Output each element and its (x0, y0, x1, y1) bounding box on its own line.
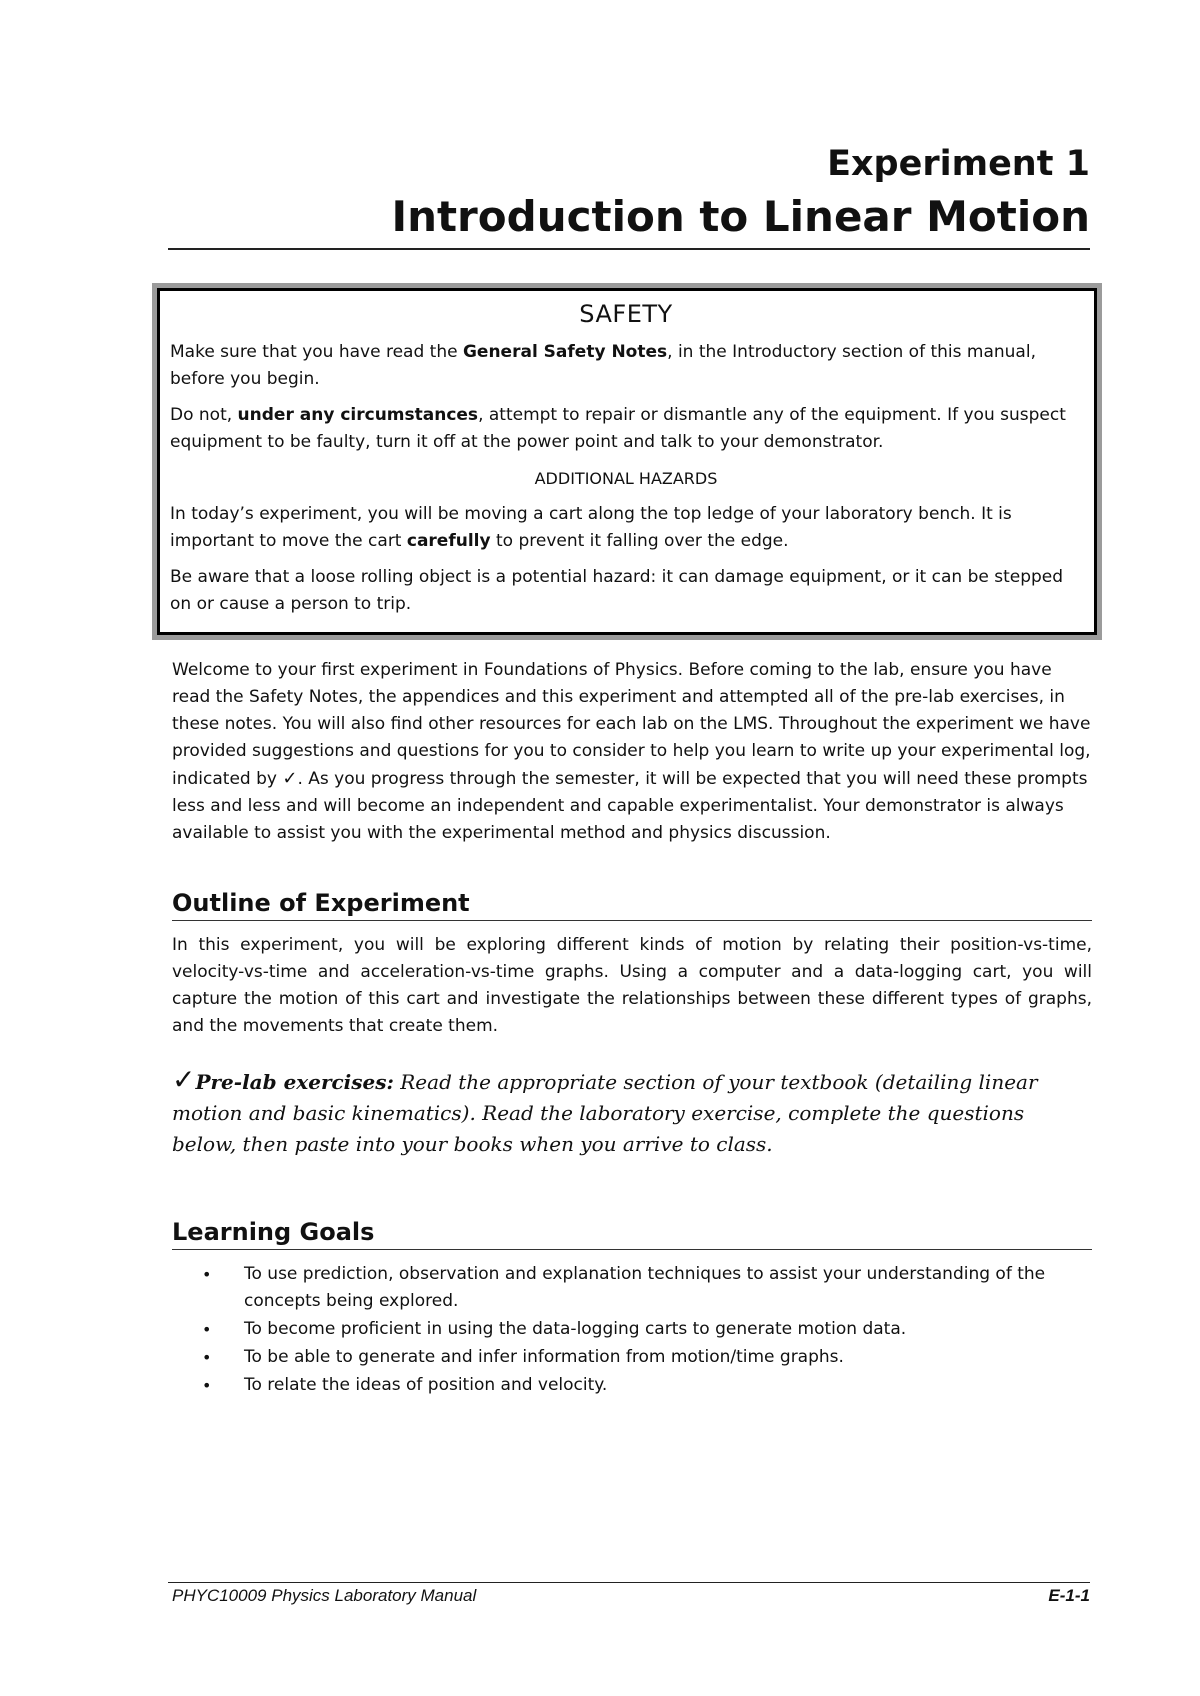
safety-p3-text: In today’s experiment, you will be moving a cart along the top ledge of your laboratory bench. It is important to move the cart (170, 504, 1012, 551)
prelab-text: Read the appropriate section of your textbook (detailing linear motion and basic kinematics). Read the laboratory exercise, complete the questions below, then paste into your books when you arrive to class. (172, 1070, 1038, 1156)
list-item-text: To be able to generate and infer information from motion/time graphs. (244, 1347, 844, 1367)
intro-text: Welcome to your first experiment in Foundations of Physics. Before coming to the lab, ensure you have read the Safety Notes, the appendices and this experiment and attempted all of the pre-lab exercises, in these notes. You will also find other resources for each lab on the LMS. Throughout the experiment we have provided suggestions and questions for you to consider to help you learn to write up your experimental log, indicated by (172, 660, 1091, 789)
page-header (168, 140, 1090, 246)
checkmark-icon: ✓ (282, 768, 298, 789)
safety-heading: SAFETY (579, 300, 673, 328)
safety-p2-bold: under any circumstances (237, 405, 479, 425)
list-item-text: To relate the ideas of position and velocity. (244, 1375, 608, 1395)
list-item (172, 1316, 1092, 1343)
prelab-label: Pre-lab exercises: (195, 1070, 394, 1094)
intro-paragraph (172, 657, 1092, 847)
page-title: Introduction to Linear Motion (391, 192, 1090, 241)
list-item (172, 1372, 1092, 1399)
header-divider (168, 248, 1090, 250)
learning-goals-list (172, 1261, 1092, 1400)
bullet-icon: • (202, 1348, 212, 1367)
bullet-icon: • (202, 1376, 212, 1395)
safety-p1-text-end: , in the Introductory section of this manual, before you begin. (170, 342, 1036, 389)
safety-p1-text: Make sure that you have read the (170, 342, 463, 362)
list-item-text: To become proficient in using the data-logging carts to generate motion data. (244, 1319, 907, 1339)
list-item (172, 1261, 1092, 1315)
list-item-text: To use prediction, observation and explanation techniques to assist your understanding of the concepts being explored. (244, 1264, 1046, 1311)
safety-paragraph-1 (170, 339, 1082, 393)
safety-p3-text-end: to prevent it falling over the edge. (490, 531, 789, 551)
safety-box (152, 283, 1102, 640)
footer-manual-title: PHYC10009 Physics Laboratory Manual (172, 1586, 477, 1605)
safety-p1-bold: General Safety Notes (462, 342, 668, 362)
footer-page-number: E-1-1 (1048, 1586, 1090, 1605)
learning-goals-heading: Learning Goals (172, 1215, 1092, 1250)
safety-paragraph-2 (170, 402, 1082, 456)
bullet-icon: • (202, 1265, 212, 1284)
footer-divider (168, 1582, 1090, 1583)
prelab-paragraph (172, 1064, 1092, 1160)
outline-heading: Outline of Experiment (172, 886, 1092, 921)
safety-paragraph-4: Be aware that a loose rolling object is a potential hazard: it can damage equipment, or it can be stepped on or cause a person to trip. (170, 567, 1064, 614)
experiment-number: Experiment 1 (827, 144, 1090, 184)
bullet-icon: • (202, 1320, 212, 1339)
safety-paragraph-3 (170, 501, 1082, 555)
additional-hazards-heading: ADDITIONAL HAZARDS (534, 469, 718, 488)
safety-box-inner (157, 288, 1097, 635)
safety-p3-bold: carefully (406, 531, 491, 551)
outline-paragraph: In this experiment, you will be exploring different kinds of motion by relating their position-vs-time, velocity-vs-time and acceleration-vs-time graphs. Using a computer and a data-logging cart, you will capture the motion of this cart and investigate the relationships between these different types of graphs, and the movements that create them. (172, 935, 1092, 1036)
safety-p2-text: Do not, (170, 405, 238, 425)
checkmark-icon: ✓ (172, 1063, 196, 1096)
intro-text-end: . As you progress through the semester, it will be expected that you will need these prompts less and less and will become an independent and capable experimentalist. Your demonstrator is always available to assist you with the experimental method and physics discussion. (172, 769, 1088, 843)
safety-p2-text-end: , attempt to repair or dismantle any of the equipment. If you suspect equipment to be faulty, turn it off at the power point and talk to your demonstrator. (170, 405, 1066, 452)
list-item (172, 1344, 1092, 1371)
